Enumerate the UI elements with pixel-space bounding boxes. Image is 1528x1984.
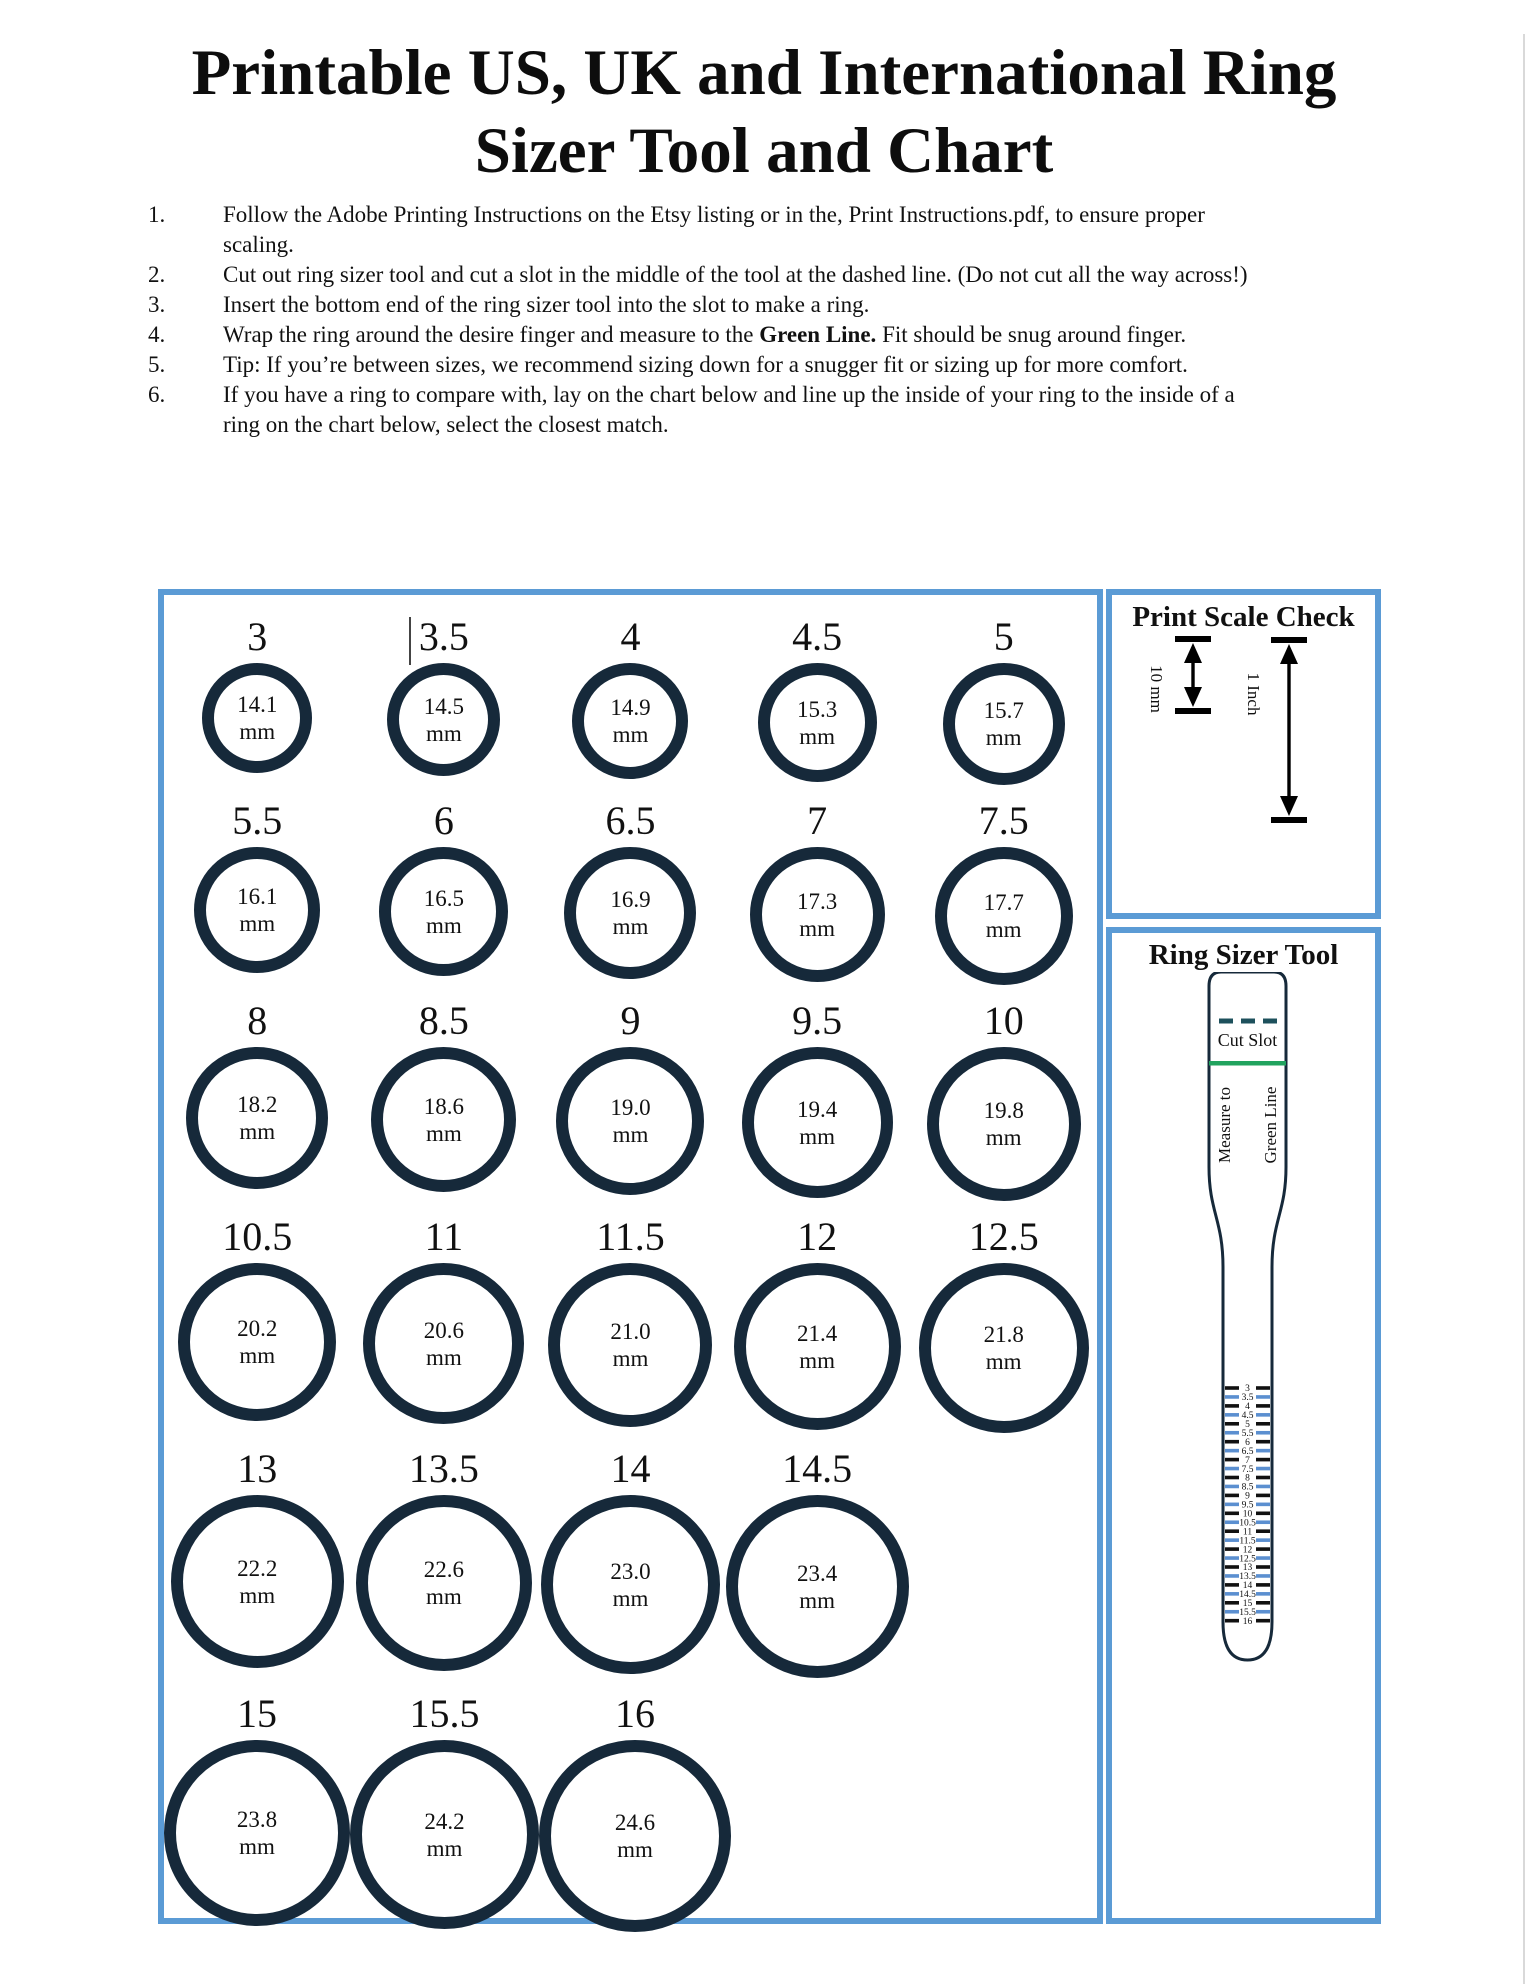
ring-circle (564, 847, 696, 979)
ring-diameter: 16.1 mm (237, 884, 278, 936)
ring-row (164, 1688, 1097, 1932)
instruction-number: 5. (148, 352, 166, 377)
ring-row (164, 1211, 1097, 1433)
size-tick (1256, 1449, 1270, 1453)
ring-item (910, 995, 1097, 1201)
size-tick (1225, 1592, 1239, 1596)
size-tick (1256, 1583, 1270, 1587)
size-tick (1256, 1520, 1270, 1524)
ring-sizer-tool-body (1112, 972, 1375, 1892)
ring-circle (935, 847, 1073, 985)
size-tick (1256, 1503, 1270, 1507)
ring-item (351, 1211, 538, 1433)
size-tick (1256, 1458, 1270, 1462)
page-title-line2: Sizer Tool and Chart (474, 115, 1054, 187)
ring-size-label: 13 (237, 1446, 278, 1491)
size-tick-label: 14.5 (1239, 1590, 1256, 1601)
ring-item (164, 995, 351, 1201)
size-tick (1225, 1431, 1239, 1435)
ring-size-label: 14 (610, 1446, 651, 1491)
ring-row (164, 611, 1097, 785)
size-tick-label: 15 (1242, 1599, 1253, 1609)
ring-diameter: 17.7 mm (983, 890, 1024, 942)
ring-diameter: 21.8 mm (983, 1322, 1024, 1374)
size-tick (1256, 1619, 1270, 1623)
ring-diameter: 23.4 mm (796, 1560, 838, 1613)
instruction-item (148, 380, 1258, 440)
ring-item (537, 1443, 724, 1678)
size-tick (1225, 1538, 1239, 1542)
size-tick (1256, 1592, 1270, 1596)
size-tick-label: 5.5 (1241, 1428, 1254, 1439)
size-tick (1225, 1386, 1239, 1390)
ring-size-label: 11 (424, 1214, 464, 1259)
ring-size-label: 15 (237, 1691, 277, 1736)
ring-size-label: 15.5 (409, 1691, 480, 1736)
size-tick (1256, 1610, 1270, 1614)
instruction-text: If you have a ring to compare with, lay on the chart below and line up the inside of your ring to the inside of a ring on the chart below, select the closest match. (223, 382, 1235, 437)
ring-size-chart (158, 589, 1103, 1924)
ring-circle (379, 847, 508, 976)
ring-diameter: 18.2 mm (237, 1092, 278, 1144)
size-tick (1256, 1386, 1270, 1390)
instruction-text: Follow the Adobe Printing Instructions on the Etsy listing or in the, Print Instructions.pdf, to ensure proper scaling. (223, 202, 1205, 257)
size-tick-label: 12 (1242, 1545, 1253, 1556)
ring-item (724, 1443, 911, 1678)
ring-circle (387, 663, 500, 776)
size-tick (1225, 1467, 1239, 1471)
size-tick (1225, 1503, 1239, 1507)
ring-item (351, 995, 538, 1201)
page-title-line1: Printable US, UK and International Ring (191, 37, 1337, 109)
size-tick (1225, 1485, 1239, 1489)
ring-diameter: 21.0 mm (610, 1319, 651, 1371)
size-tick-label: 6 (1245, 1437, 1250, 1448)
ring-diameter: 14.9 mm (610, 695, 651, 747)
size-tick-label: 8.5 (1241, 1482, 1254, 1493)
ring-size-label: 3.5 (419, 611, 469, 663)
print-scale-check-body (1112, 634, 1375, 904)
ring-circle (548, 1263, 712, 1427)
ring-diameter: 16.9 mm (610, 887, 651, 939)
size-tick (1225, 1404, 1239, 1408)
instruction-text: Tip: If you’re between sizes, we recommend sizing down for a snugger fit or sizing up for more comfort. (223, 352, 1188, 377)
size-tick-label: 9 (1245, 1491, 1250, 1502)
ring-diameter: 20.2 mm (237, 1316, 278, 1368)
cut-slot-label: Cut Slot (1217, 1030, 1278, 1050)
ring-diameter: 18.6 mm (423, 1093, 465, 1146)
ring-circle (539, 1740, 731, 1932)
ring-size-label: 12 (797, 1214, 838, 1259)
instruction-number: 6. (148, 382, 166, 407)
size-tick-label: 10.5 (1239, 1518, 1256, 1529)
ring-item (724, 795, 911, 985)
ring-circle (363, 1263, 524, 1424)
ring-circle (171, 1495, 344, 1668)
size-tick (1225, 1547, 1239, 1551)
size-tick (1256, 1413, 1270, 1417)
ring-item (164, 1688, 350, 1932)
ring-size-label: 12.5 (968, 1214, 1039, 1259)
size-tick-label: 11 (1242, 1527, 1253, 1538)
ring-size-label: 8 (247, 998, 268, 1043)
size-tick-label: 13 (1242, 1563, 1253, 1574)
ring-row (164, 795, 1097, 985)
size-tick-label: 7 (1245, 1455, 1250, 1466)
ring-circle (726, 1495, 909, 1678)
ring-circle (572, 663, 688, 779)
ten-mm-label: 10 mm (1147, 665, 1166, 713)
ring-circle (194, 847, 320, 973)
size-tick (1225, 1449, 1239, 1453)
ring-size-label: 3 (247, 614, 268, 659)
ring-diameter: 23.8 mm (236, 1807, 278, 1859)
ring-diameter: 19.0 mm (610, 1095, 651, 1147)
ring-size-label: 4 (620, 614, 641, 659)
ring-size-label: 5 (993, 614, 1014, 659)
size-tick (1256, 1431, 1270, 1435)
ring-grid (164, 595, 1097, 1932)
ring-size-label: 8.5 (418, 998, 469, 1043)
size-tick (1225, 1413, 1239, 1417)
ring-item (910, 611, 1097, 785)
size-tick (1225, 1395, 1239, 1399)
chart-area (158, 589, 1381, 1924)
ring-item (164, 1443, 351, 1678)
ring-circle (350, 1740, 539, 1929)
ring-sizer-tool-panel (1106, 927, 1381, 1924)
ring-item (350, 1688, 539, 1932)
ring-size-label: 10.5 (222, 1214, 293, 1259)
size-tick (1256, 1512, 1270, 1516)
size-tick (1225, 1476, 1239, 1480)
ring-circle (734, 1263, 901, 1430)
instruction-text: Wrap the ring around the desire finger and measure to the Green Line. Fit should be snug around finger. (223, 322, 1187, 347)
instruction-item (148, 320, 1258, 350)
ring-size-label: 6.5 (605, 798, 656, 843)
ring-size-label: 4.5 (792, 614, 843, 659)
size-tick-label: 16 (1242, 1616, 1253, 1627)
ring-size-label: 6 (433, 798, 454, 843)
ring-diameter: 24.2 mm (424, 1808, 465, 1861)
size-tick-label: 3.5 (1241, 1393, 1254, 1404)
side-column (1106, 589, 1381, 1924)
print-scale-check-title: Print Scale Check (1132, 601, 1355, 633)
instruction-text: Insert the bottom end of the ring sizer tool into the slot to make a ring. (223, 292, 870, 317)
size-tick (1225, 1529, 1239, 1533)
ring-size-label: 7.5 (978, 798, 1029, 843)
one-inch-arrow-icon (1267, 637, 1311, 823)
ring-row (164, 1443, 1097, 1678)
ring-diameter: 15.3 mm (796, 696, 838, 749)
size-tick (1256, 1440, 1270, 1444)
size-tick (1225, 1565, 1239, 1569)
size-tick-label: 4.5 (1241, 1411, 1254, 1422)
size-tick-label: 4 (1245, 1402, 1250, 1413)
ring-size-label: 9 (620, 998, 641, 1043)
size-tick-label: 9.5 (1241, 1500, 1254, 1511)
size-tick (1256, 1565, 1270, 1569)
ring-item (537, 795, 724, 985)
text-cursor-artifact (409, 617, 411, 665)
instruction-number: 1. (148, 202, 166, 227)
ring-diameter: 22.6 mm (423, 1557, 465, 1609)
ring-circle (186, 1047, 328, 1189)
ring-diameter: 21.4 mm (796, 1320, 838, 1373)
size-tick-label: 10 (1242, 1509, 1253, 1520)
ring-item (537, 995, 724, 1201)
size-tick (1256, 1529, 1270, 1533)
ring-diameter: 19.8 mm (983, 1098, 1024, 1150)
size-tick (1225, 1458, 1239, 1462)
ring-size-label: 14.5 (782, 1446, 853, 1491)
measure-to-label: Measure to (1215, 1086, 1234, 1164)
size-tick (1225, 1512, 1239, 1516)
ring-item (537, 611, 724, 785)
size-tick (1256, 1494, 1270, 1498)
size-tick (1225, 1440, 1239, 1444)
ring-circle (356, 1495, 532, 1671)
ring-circle (541, 1495, 720, 1674)
size-tick (1225, 1520, 1239, 1524)
size-tick (1256, 1404, 1270, 1408)
ring-size-label: 7 (807, 798, 828, 843)
ring-size-label: 10 (983, 998, 1024, 1043)
size-tick (1256, 1395, 1270, 1399)
ring-sizer-tool-title: Ring Sizer Tool (1148, 939, 1339, 971)
size-tick-label: 13.5 (1239, 1572, 1256, 1583)
instruction-item (148, 290, 1258, 320)
ring-size-label: 16 (615, 1691, 655, 1736)
ring-row (164, 995, 1097, 1201)
one-inch-label: 1 Inch (1244, 672, 1263, 716)
size-tick-label: 14 (1242, 1581, 1253, 1592)
size-tick-label: 6.5 (1241, 1446, 1254, 1457)
ring-diameter: 20.6 mm (423, 1317, 465, 1370)
ring-diameter: 17.3 mm (796, 888, 838, 941)
ring-item (164, 611, 351, 785)
ring-circle (742, 1047, 893, 1198)
ring-circle (202, 663, 312, 773)
ring-diameter: 14.5 mm (423, 693, 465, 746)
ring-circle (556, 1047, 704, 1195)
size-tick (1256, 1485, 1270, 1489)
instruction-item (148, 260, 1258, 290)
ring-circle (943, 663, 1065, 785)
print-scale-check-panel (1106, 589, 1381, 919)
size-tick-label: 15.5 (1239, 1607, 1256, 1618)
size-tick-label: 7.5 (1241, 1464, 1254, 1475)
ring-diameter: 16.5 mm (423, 885, 465, 938)
ring-item (910, 795, 1097, 985)
ring-circle (164, 1740, 350, 1926)
size-tick (1256, 1601, 1270, 1605)
green-line (1209, 1061, 1286, 1066)
size-tick (1225, 1574, 1239, 1578)
ring-diameter: 24.6 mm (614, 1810, 656, 1862)
size-tick (1256, 1422, 1270, 1426)
green-line-label: Green Line (1261, 1086, 1280, 1164)
instruction-item (148, 200, 1258, 260)
ring-circle (750, 847, 885, 982)
ring-diameter: 22.2 mm (237, 1555, 278, 1608)
ring-item (351, 611, 538, 785)
ring-item (537, 1211, 724, 1433)
ring-circle (371, 1047, 516, 1192)
size-tick (1256, 1476, 1270, 1480)
size-tick (1225, 1494, 1239, 1498)
size-tick (1225, 1583, 1239, 1587)
ring-circle (758, 663, 877, 782)
ring-item (351, 1443, 538, 1678)
instruction-number: 2. (148, 262, 166, 287)
ring-circle (927, 1047, 1081, 1201)
ring-size-label: 9.5 (792, 998, 843, 1043)
ring-item (724, 995, 911, 1201)
ring-circle (178, 1263, 336, 1421)
ring-diameter: 23.0 mm (610, 1558, 651, 1611)
page-edge (1523, 34, 1525, 1984)
size-tick-label: 8 (1245, 1473, 1250, 1484)
ring-diameter: 19.4 mm (796, 1096, 838, 1149)
size-tick (1256, 1547, 1270, 1551)
instruction-item (148, 350, 1258, 380)
size-tick (1225, 1610, 1239, 1614)
instructions-list (148, 200, 1258, 440)
ring-item (910, 1211, 1097, 1433)
size-tick (1256, 1467, 1270, 1471)
ten-mm-arrow-icon (1171, 636, 1215, 714)
ring-item (164, 795, 351, 985)
ring-item (164, 1211, 351, 1433)
ring-item (724, 1211, 911, 1433)
ring-item (539, 1688, 731, 1932)
size-tick (1225, 1422, 1239, 1426)
ring-size-label: 11.5 (596, 1214, 665, 1259)
size-tick (1256, 1538, 1270, 1542)
size-tick-label: 12.5 (1239, 1554, 1256, 1565)
ring-item (351, 795, 538, 985)
ring-size-label: 13.5 (408, 1446, 479, 1491)
instruction-number: 4. (148, 322, 166, 347)
size-tick (1256, 1556, 1270, 1560)
ring-diameter: 14.1 mm (237, 692, 278, 744)
size-tick-label: 5 (1245, 1420, 1250, 1430)
size-tick-label: 11.5 (1239, 1536, 1256, 1547)
ring-sizer-tool-drawing (1112, 972, 1375, 1892)
ring-diameter: 15.7 mm (983, 698, 1024, 750)
size-tick-label: 3 (1245, 1384, 1250, 1395)
size-tick (1225, 1619, 1239, 1623)
ring-item (724, 611, 911, 785)
ring-circle (919, 1263, 1089, 1433)
instruction-number: 3. (148, 292, 166, 317)
ring-size-label: 5.5 (232, 798, 283, 843)
size-tick (1225, 1556, 1239, 1560)
size-tick (1225, 1601, 1239, 1605)
page-title (54, 34, 1474, 190)
instruction-text: Cut out ring sizer tool and cut a slot in the middle of the tool at the dashed line. (Do not cut all the way across!) (223, 262, 1248, 287)
size-tick (1256, 1574, 1270, 1578)
